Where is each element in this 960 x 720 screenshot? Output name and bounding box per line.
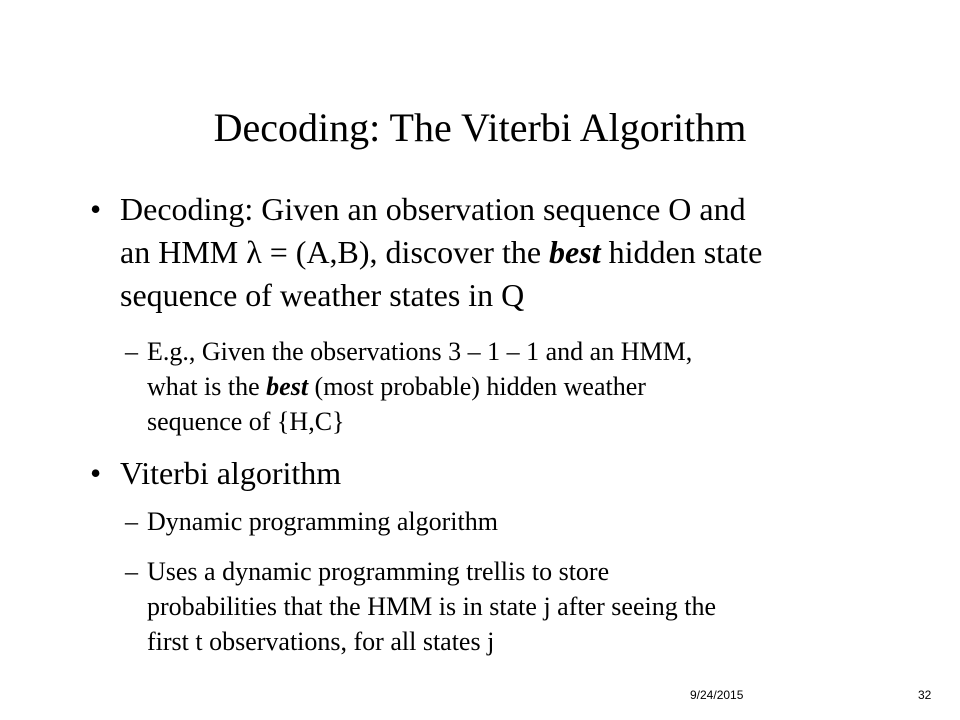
sub-bullet-example [125, 334, 845, 439]
bullet-text: Viterbi algorithm [120, 455, 342, 491]
sub-bullet-line: E.g., Given the observations 3 – 1 – 1 and an HMM, [147, 337, 693, 366]
sub-bullet-marker: – [125, 507, 138, 536]
sub-bullet-line: first t observations, for all states j [147, 627, 495, 656]
sub-bullet-text [147, 334, 845, 439]
sub-bullet-trellis [125, 554, 845, 659]
bullet-line: sequence of weather states in Q [120, 277, 525, 313]
sub-bullet-dynamic-programming [125, 504, 845, 539]
emphasis-best: best [266, 372, 309, 401]
sub-bullet-marker: – [125, 557, 138, 586]
sub-bullet-line: (most probable) hidden weather [308, 372, 646, 401]
bullet-viterbi [90, 452, 880, 495]
sub-bullet-text: Dynamic programming algorithm [147, 507, 498, 536]
page-number: 32 [918, 688, 932, 702]
bullet-line: an HMM λ = (A,B), discover the [120, 234, 550, 270]
sub-bullet-marker: – [125, 337, 138, 366]
bullet-decoding [90, 188, 880, 317]
sub-bullet-line: probabilities that the HMM is in state j after seeing the [147, 592, 716, 621]
bullet-line: Decoding: Given an observation sequence O and [120, 191, 746, 227]
emphasis-best: best [549, 234, 601, 270]
sub-bullet-text [147, 554, 845, 659]
bullet-marker: • [90, 191, 102, 227]
slide-title: Decoding: The Viterbi Algorithm [213, 105, 747, 150]
sub-bullet-line: Uses a dynamic programming trellis to store [147, 557, 610, 586]
bullet-marker: • [90, 455, 102, 491]
footer-date: 9/24/2015 [690, 688, 744, 702]
sub-bullet-line: what is the [147, 372, 267, 401]
sub-bullet-line: sequence of {H,C} [147, 407, 345, 436]
bullet-line: hidden state [600, 234, 763, 270]
bullet-text [120, 188, 880, 317]
